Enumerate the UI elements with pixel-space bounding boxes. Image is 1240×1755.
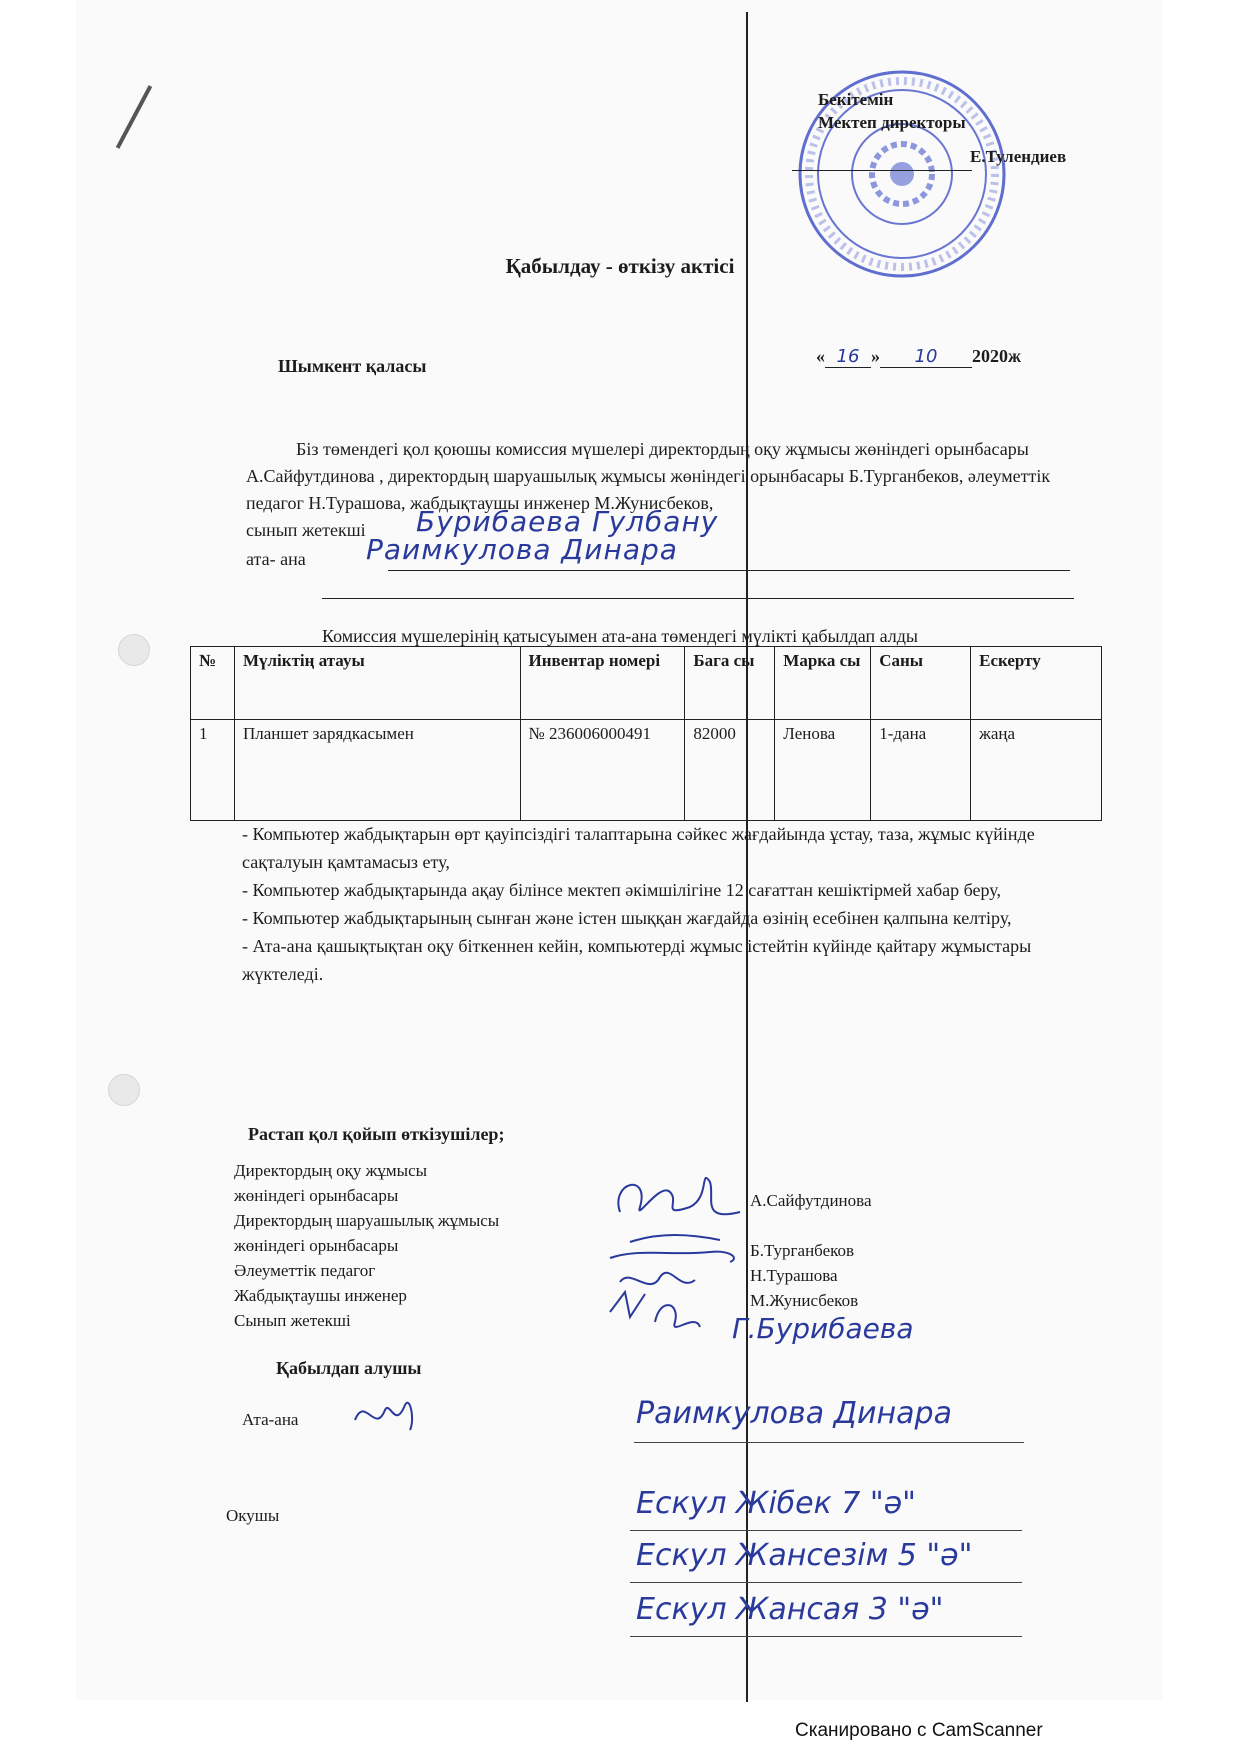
parent-handwritten: Раимкулова Динара xyxy=(366,533,678,566)
confirm-heading: Растап қол қойып өткізушілер; xyxy=(248,1124,505,1144)
signer-name: Н.Турашова xyxy=(750,1266,838,1285)
class-teacher-handwritten: Бурибаева Гулбану xyxy=(416,505,719,538)
document-title: Қабылдау - өткізу актісі xyxy=(505,254,735,278)
pupil-handwritten: Ескул Жансезім 5 "ә" xyxy=(636,1538,973,1573)
document-date: « 16 » 10 2020ж xyxy=(816,346,1022,367)
parent-label: ата- ана xyxy=(246,549,306,569)
column-header: Саны xyxy=(871,647,971,720)
parent-signature-handwritten: Раимкулова Динара xyxy=(636,1396,952,1431)
approval-block xyxy=(818,88,966,134)
fill-line xyxy=(388,570,1070,571)
place-label: Шымкент қаласы xyxy=(278,356,427,376)
column-header: Марка сы xyxy=(775,647,871,720)
fill-line xyxy=(322,598,1074,599)
signer-name: М.Жунисбеков xyxy=(750,1291,859,1310)
approve-position: Мектеп директоры xyxy=(818,113,966,132)
signature-scribble-icon xyxy=(600,1162,760,1382)
role-label: жөніндегі орынбасары xyxy=(234,1186,399,1205)
roles-list xyxy=(234,1158,499,1333)
column-header: Бага сы xyxy=(685,647,775,720)
role-label: Жабдықтаушы инженер xyxy=(234,1286,407,1305)
parent-signature-icon xyxy=(350,1390,420,1440)
commission-sentence: Комиссия мүшелерінің қатысуымен ата-ана төмендегі мүлікті қабылдап алды xyxy=(321,626,918,646)
role-label: Директордың шаруашылық жұмысы xyxy=(234,1211,500,1230)
role-label: Әлеуметтік педагог xyxy=(234,1261,376,1280)
table-cell: Планшет зарядкасымен xyxy=(234,720,520,821)
duty-item: - Компьютер жабдықтарында ақау білінсе мектеп әкімшілігіне 12 сағаттан кешіктірмей хабар беру, xyxy=(242,880,1001,900)
table-cell: 1 xyxy=(191,720,235,821)
duty-item: - Ата-ана қашықтықтан оқу біткеннен кейін, компьютерді жұмыс істейтін күйінде қайтару жұмыстары жүктеледі. xyxy=(242,936,1032,984)
table-header-row xyxy=(191,647,1102,720)
intro-paragraph xyxy=(246,436,1076,575)
class-teacher-signature-handwritten: Г.Бурибаева xyxy=(732,1312,914,1345)
pupil-handwritten: Ескул Жансая 3 "ә" xyxy=(636,1592,944,1627)
pupil-label: Окушы xyxy=(226,1506,280,1525)
duties-list xyxy=(242,820,1092,988)
signature-line xyxy=(634,1442,1024,1443)
signer-name: А.Сайфутдинова xyxy=(750,1191,872,1210)
names-list xyxy=(750,1188,872,1313)
scanner-footer: Сканировано с CamScanner xyxy=(795,1720,1043,1741)
table-cell: 82000 xyxy=(685,720,775,821)
duty-item: - Компьютер жабдықтарын өрт қауіпсіздігі талаптарына сәйкес жағдайында ұстау, таза, жұмыс күйінде сақталуын қамтамасыз ету, xyxy=(242,824,1035,872)
signature-line xyxy=(792,170,972,171)
punch-hole xyxy=(108,1074,140,1106)
receiver-parent-label: Ата-ана xyxy=(242,1410,299,1429)
receiver-heading: Қабылдап алушы xyxy=(276,1358,422,1378)
date-day: 16 xyxy=(825,346,871,368)
table-cell: 1-дана xyxy=(871,720,971,821)
intro-text: Біз төмендегі қол қоюшы комиссия мүшелері директордың оқу жұмысы жөніндегі орынбасары А.Сайфутдинова , директордың шаруашылық жұмысы жөніндегі орынбасары Б.Турганбеков, әлеуметтік педагог Н.Турашова, жабдықтаушы инженер М.Жунисбеков, xyxy=(246,439,1051,513)
column-header: Ескерту xyxy=(971,647,1102,720)
role-label: Сынып жетекші xyxy=(234,1311,351,1330)
column-header: Инвентар номері xyxy=(520,647,685,720)
column-header: Мүліктің атауы xyxy=(234,647,520,720)
signer-name: Б.Турганбеков xyxy=(750,1241,855,1260)
class-teacher-label: сынып жетекші xyxy=(246,520,366,540)
signature-line xyxy=(630,1530,1022,1531)
date-year: 2020ж xyxy=(972,346,1022,366)
signature-line xyxy=(630,1582,1022,1583)
director-name: Е.Тулендиев xyxy=(970,147,1067,166)
role-label: жөніндегі орынбасары xyxy=(234,1236,399,1255)
table-row xyxy=(191,720,1102,821)
column-header: № xyxy=(191,647,235,720)
table-cell: Ленова xyxy=(775,720,871,821)
duty-item: - Компьютер жабдықтарының сынған және істен шыққан жағдайда өзінің есебінен қалпына келтіру, xyxy=(242,908,1012,928)
table-cell: жаңа xyxy=(971,720,1102,821)
signature-line xyxy=(630,1636,1022,1637)
pupil-handwritten: Ескул Жібек 7 "ә" xyxy=(636,1486,916,1521)
approve-heading: Бекітемін xyxy=(818,90,894,109)
role-label: Директордың оқу жұмысы xyxy=(234,1161,428,1180)
table-cell: № 236006000491 xyxy=(520,720,685,821)
property-table xyxy=(190,646,1102,821)
date-month: 10 xyxy=(880,346,972,368)
